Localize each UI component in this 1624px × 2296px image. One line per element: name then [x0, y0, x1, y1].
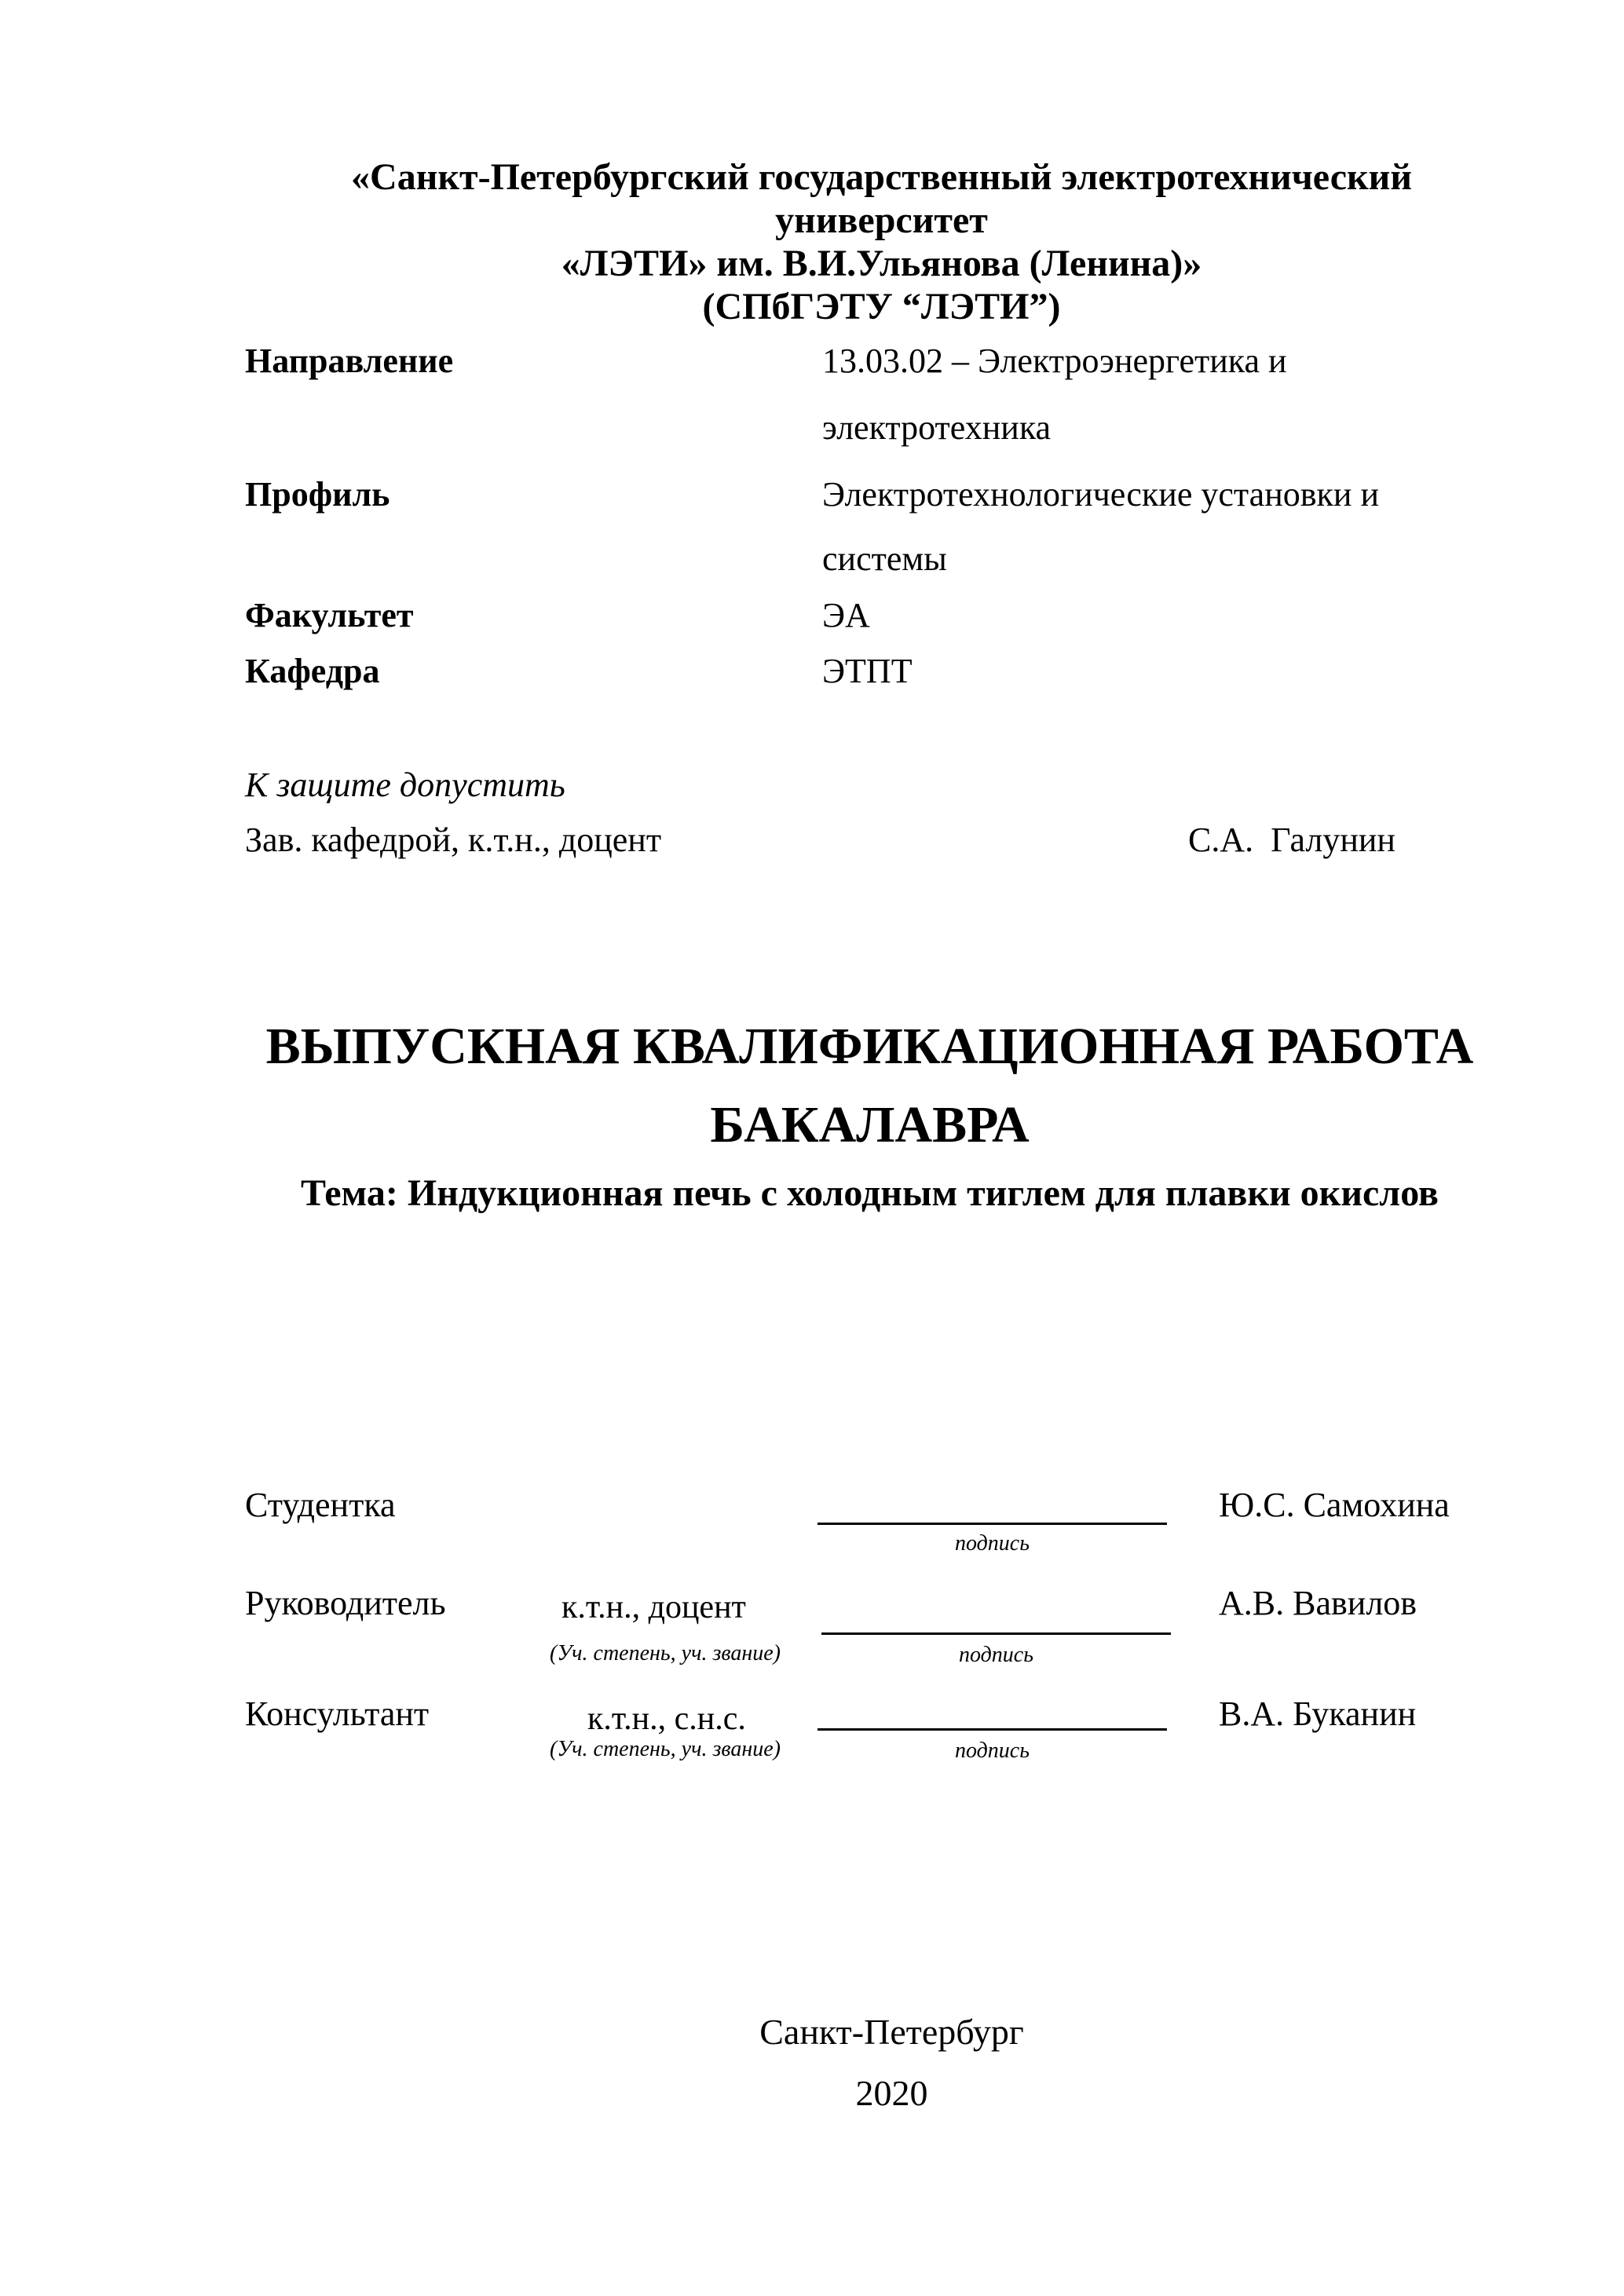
supervisor-degree-caption: (Уч. степень, уч. звание): [550, 1641, 781, 1665]
consultant-degree: к.т.н., с.н.с.: [587, 1701, 746, 1737]
supervisor-signature-line: [821, 1632, 1171, 1635]
consultant-name: В.А. Буканин: [1219, 1695, 1417, 1733]
direction-value-line-1: 13.03.02 – Электроэнергетика и: [822, 342, 1287, 380]
department-label: Кафедра: [245, 652, 380, 690]
permit-to-defense-line: К защите допустить: [245, 766, 565, 804]
university-header: [243, 155, 1520, 328]
faculty-value: ЭА: [822, 596, 870, 634]
student-signature-line: [817, 1523, 1167, 1525]
supervisor-role-label: Руководитель: [245, 1584, 446, 1622]
profile-value-line-1: Электротехнологические установки и: [822, 475, 1379, 514]
supervisor-name: А.В. Вавилов: [1219, 1584, 1417, 1622]
consultant-signature-line: [817, 1728, 1167, 1731]
university-name-line-1: «Санкт-Петербургский государственный электротехнический университет: [351, 156, 1412, 241]
thesis-theme: Тема: Индукционная печь с холодным тиглем для плавки окислов: [301, 1172, 1439, 1214]
supervisor-degree: к.т.н., доцент: [561, 1589, 746, 1625]
consultant-role-label: Консультант: [245, 1695, 430, 1733]
profile-label: Профиль: [245, 475, 390, 514]
student-signature-caption: подпись: [955, 1531, 1030, 1556]
consultant-degree-caption: (Уч. степень, уч. звание): [550, 1737, 781, 1761]
direction-value-line-2: электротехника: [822, 408, 1052, 447]
faculty-label: Факультет: [245, 596, 414, 634]
supervisor-signature-caption: подпись: [959, 1643, 1033, 1667]
department-head-name: С.А. Галунин: [1188, 821, 1395, 859]
footer-city: Санкт-Петербург: [759, 2012, 1024, 2052]
footer-year: 2020: [855, 2073, 928, 2113]
student-name: Ю.С. Самохина: [1219, 1486, 1450, 1524]
university-abbreviation: (СПбГЭТУ “ЛЭТИ”): [702, 286, 1061, 327]
student-role-label: Студентка: [245, 1486, 396, 1524]
department-value: ЭТПТ: [822, 652, 913, 690]
direction-label: Направление: [245, 342, 454, 380]
department-head-title: Зав. кафедрой, к.т.н., доцент: [245, 821, 662, 859]
consultant-signature-caption: подпись: [955, 1738, 1030, 1763]
thesis-title-line-1: ВЫПУСКНАЯ КВАЛИФИКАЦИОННАЯ РАБОТА: [265, 1018, 1474, 1075]
profile-value-line-2: системы: [822, 539, 947, 578]
university-name-line-2: «ЛЭТИ» им. В.И.Ульянова (Ленина)»: [561, 243, 1202, 284]
thesis-title-line-2: БАКАЛАВРА: [710, 1096, 1030, 1153]
